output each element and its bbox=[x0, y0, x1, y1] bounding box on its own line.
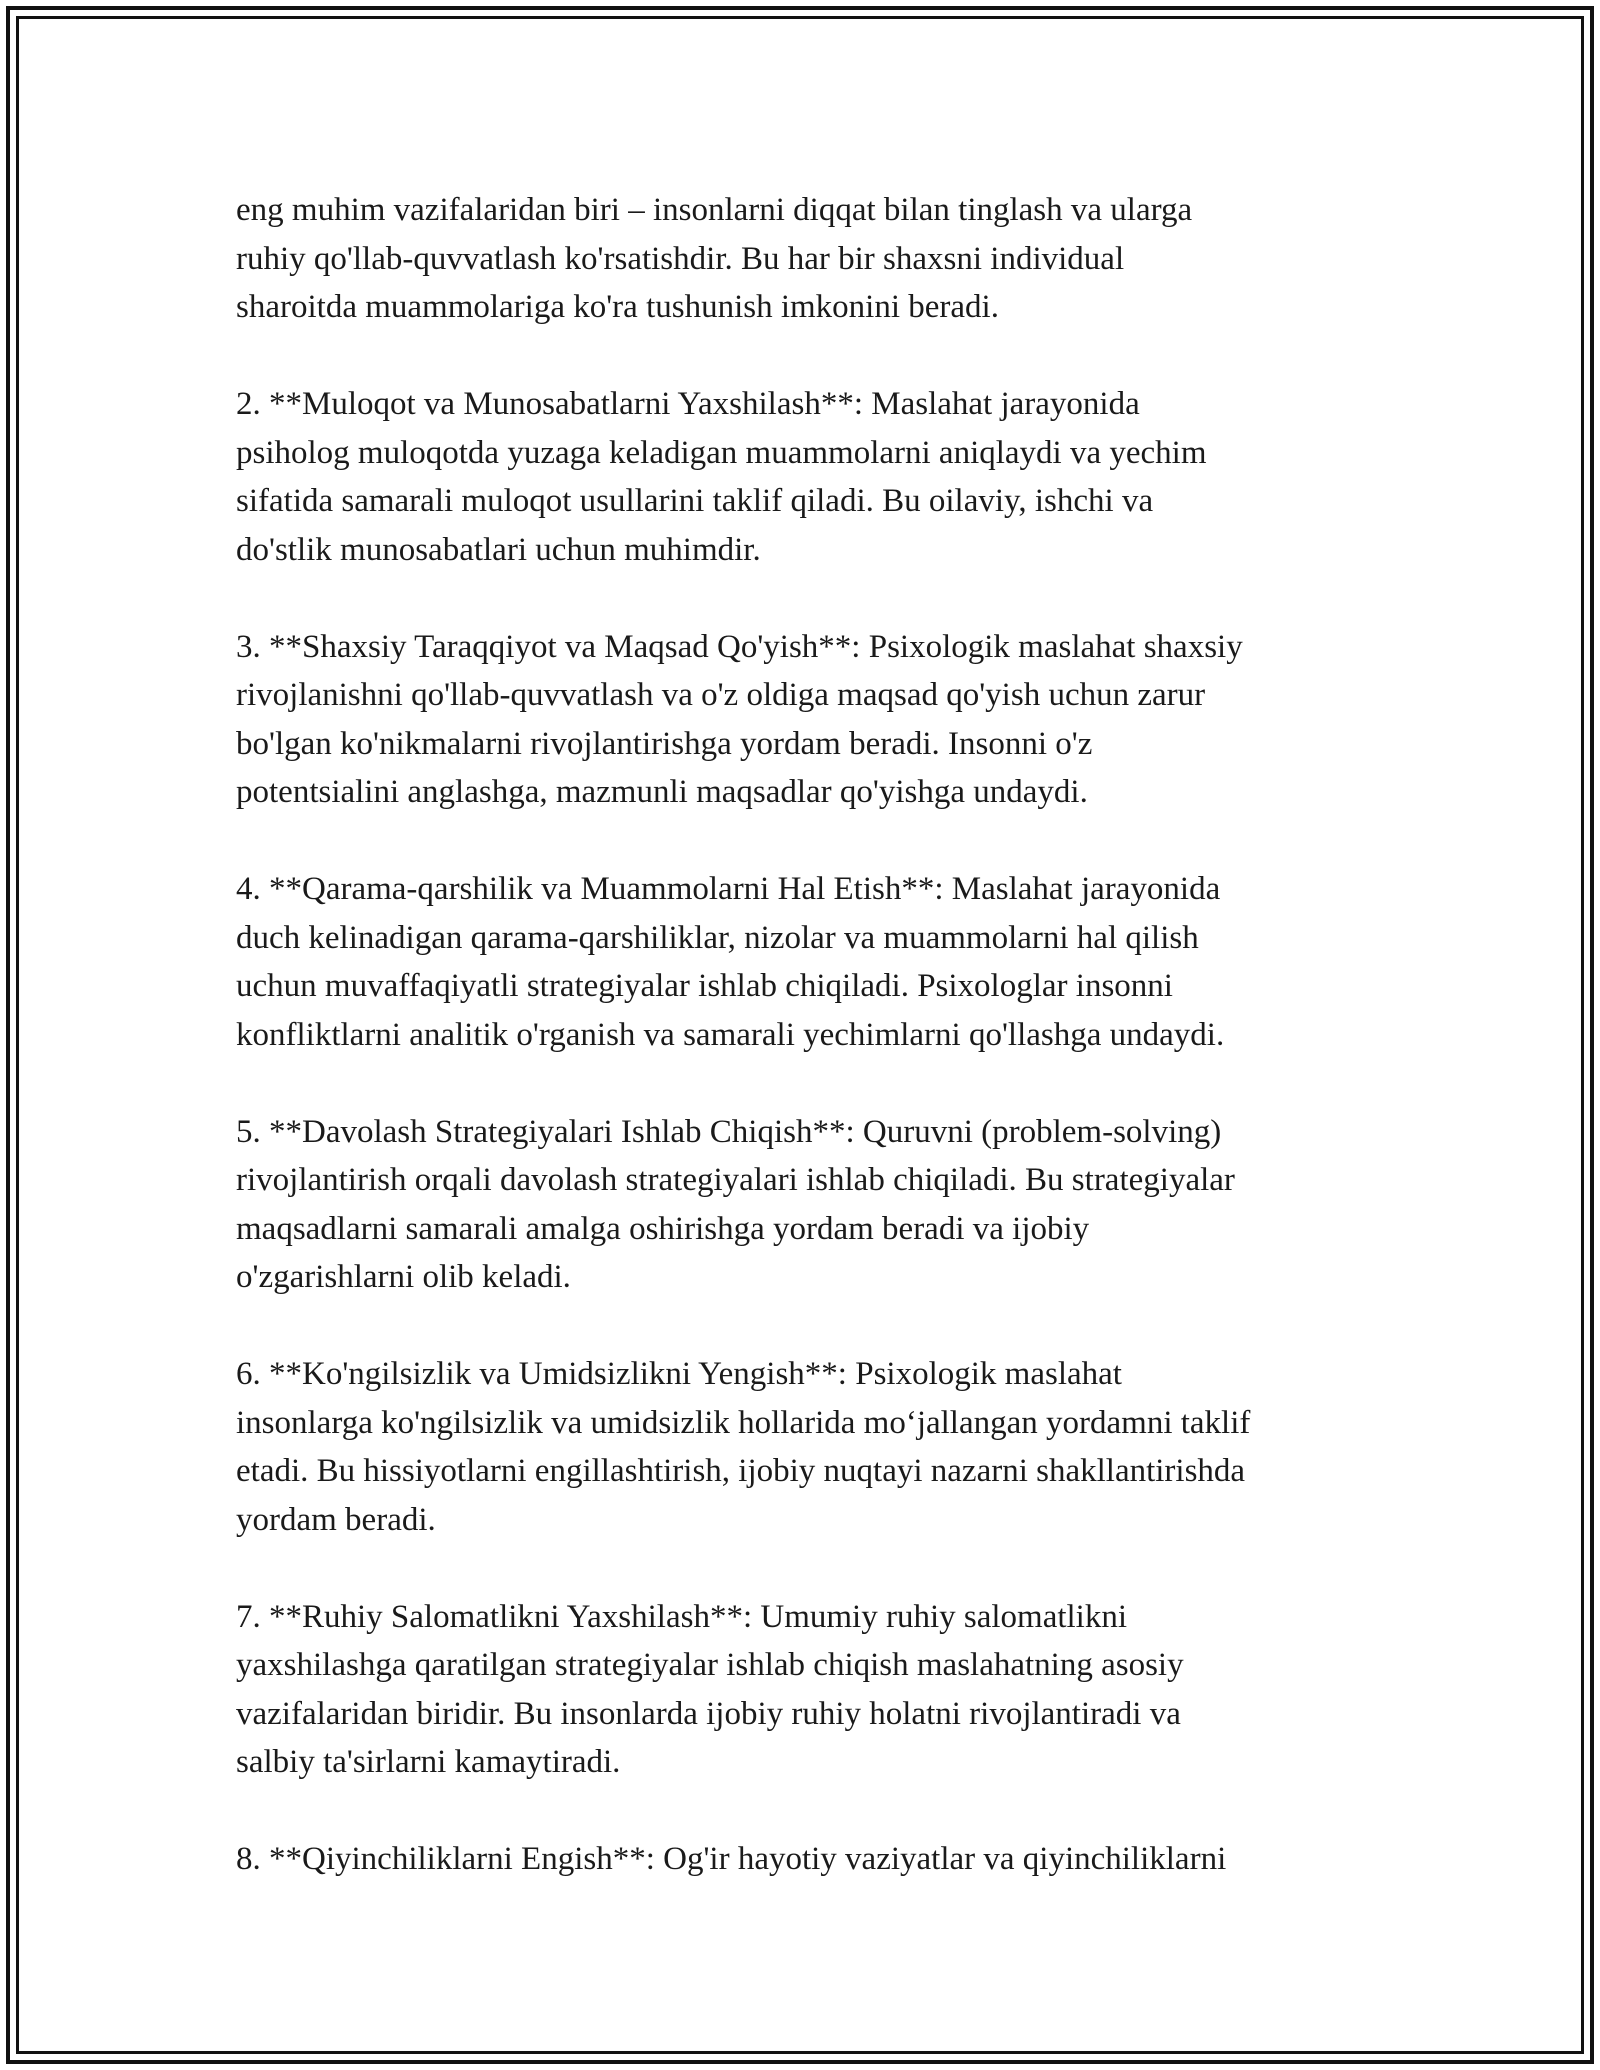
paragraph-item-7: 7. **Ruhiy Salomatlikni Yaxshilash**: Umumiy ruhiy salomatlikni yaxshilashga qaratilgan strategiyalar ishlab chiqish maslahatning asosiy vazifalaridan biridir. Bu insonlarda ijobiy ruhiy holatni rivojlantiradi va salbiy ta'sirlarni kamaytiradi. bbox=[236, 1598, 1184, 1780]
paragraph-item-5: 5. **Davolash Strategiyalari Ishlab Chiqish**: Quruvni (problem-solving) rivojlantirish orqali davolash strategiyalari ishlab chiqiladi. Bu strategiyalar maqsadlarni samarali amalga oshirishga yordam beradi va ijobiy o'zgarishlarni olib keladi. bbox=[236, 1113, 1235, 1295]
document-body bbox=[236, 186, 1366, 1884]
paragraph-intro-continuation: eng muhim vazifalaridan biri – insonlarni diqqat bilan tinglash va ularga ruhiy qo'llab-quvvatlash ko'rsatishdir. Bu har bir shaxsni individual sharoitda muammolariga ko'ra tushunish imkonini beradi. bbox=[236, 192, 1193, 325]
paragraph-item-6: 6. **Ko'ngilsizlik va Umidsizlikni Yengish**: Psixologik maslahat insonlarga ko'ngilsizlik va umidsizlik hollarida moʻjallangan yordamni taklif etadi. Bu hissiyotlarni engillashtirish, ijobiy nuqtayi nazarni shakllantirishda yordam beradi. bbox=[236, 1356, 1251, 1538]
paragraph-item-8: 8. **Qiyinchiliklarni Engish**: Og'ir hayotiy vaziyatlar va qiyinchiliklarni bbox=[236, 1841, 1227, 1877]
paragraph-item-3: 3. **Shaxsiy Taraqqiyot va Maqsad Qo'yish**: Psixologik maslahat shaxsiy rivojlanishni qo'llab-quvvatlash va o'z oldiga maqsad qo'yish uchun zarur bo'lgan ko'nikmalarni rivojlantirishga yordam beradi. Insonni o'z potentsialini anglashga, mazmunli maqsadlar qo'yishga undaydi. bbox=[236, 628, 1243, 810]
paragraph-item-4: 4. **Qarama-qarshilik va Muammolarni Hal Etish**: Maslahat jarayonida duch kelinadigan qarama-qarshiliklar, nizolar va muammolarni hal qilish uchun muvaffaqiyatli strategiyalar ishlab chiqiladi. Psixologlar insonni konfliktlarni analitik o'rganish va samarali yechimlarni qo'llashga undaydi. bbox=[236, 871, 1225, 1053]
paragraph-item-2: 2. **Muloqot va Munosabatlarni Yaxshilash**: Maslahat jarayonida psiholog muloqotda yuzaga keladigan muammolarni aniqlaydi va yechim sifatida samarali muloqot usullarini taklif qiladi. Bu oilaviy, ishchi va do'stlik munosabatlari uchun muhimdir. bbox=[236, 386, 1207, 568]
